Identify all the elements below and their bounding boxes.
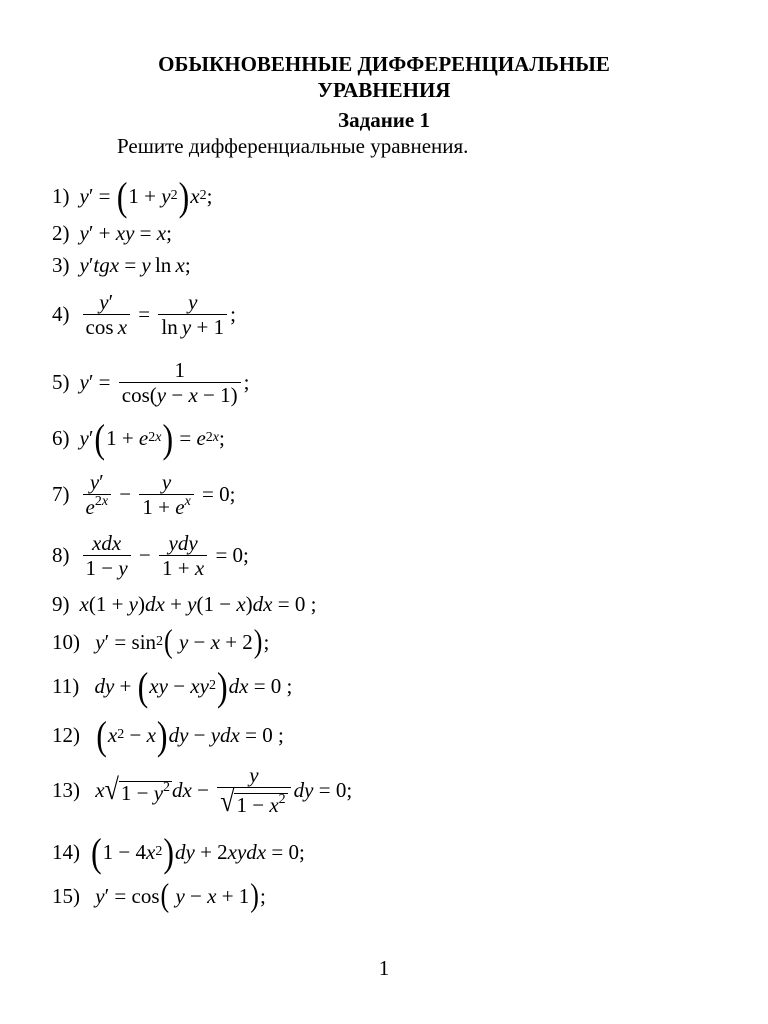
document-title: ОБЫКНОВЕННЫЕ ДИФФЕРЕНЦИАЛЬНЫЕ [158,52,610,76]
equation-formula: ( x 2 − x ) dy − ydx = 0 ; [96,712,284,758]
equation-15 [52,876,266,916]
equation-number: 11) [52,673,80,698]
equation-number: 6) [52,425,70,450]
equation-3 [52,245,191,285]
equation-formula: y ′ = ( 1 + y 2 ) x 2 ; [79,173,213,219]
equation-formula: x (1 + y ) dx + y (1 − x ) dx = 0 ; [79,591,317,616]
equation-number: 13) [52,777,80,802]
equation-number: 8) [52,542,70,567]
equation-13 [52,763,353,819]
equation-number: 1) [52,183,70,208]
equation-formula: y ′ ( 1 + e 2x ) = e 2x ; [79,415,225,461]
equation-number: 7) [52,481,70,506]
equation-number: 9) [52,591,70,616]
equation-12 [52,712,284,758]
equation-number: 2) [52,220,70,245]
document-title-line2: УРАВНЕНИЯ [317,78,451,102]
equation-formula: $\frac{y'}{e^{2x}}$ − $\frac{y}{1 + e^x}$ = 0; [80,471,236,518]
equation-formula: y ′ + xy = x ; [79,220,172,245]
instruction-text: Решите дифференциальные уравнения. [117,134,469,158]
equation-number: 14) [52,839,80,864]
equation-10 [52,622,269,662]
equation-1 [52,173,213,219]
equation-formula: $\frac{y'}{\text{cos x}}$ = $\frac{y}{\text{ln y + 1}}$ ; [80,291,236,338]
equation-formula: ( 1 − 4 x 2 ) dy + 2 xydx = 0; [91,829,305,875]
equation-6 [52,415,225,461]
equation-number: 15) [52,883,80,908]
equation-4 [52,289,236,339]
equation-number: 3) [52,252,70,277]
square-root: √ $1 - y^2$ [104,772,171,806]
equation-formula: y ′ tgx = y ln x ; [79,252,191,277]
page-number: 1 [378,956,390,980]
equation-formula: x √ $1 - y^2$ dx − y √ $1 - x^2$ dy = 0; [95,763,353,819]
equation-11 [52,663,293,709]
equation-5 [52,357,250,407]
equation-7 [52,469,236,519]
equation-9 [52,584,316,624]
equation-number: 4) [52,301,70,326]
equation-number: 12) [52,722,80,747]
equation-number: 5) [52,369,70,394]
equation-formula: y ′ = sin 2 ( y − x + 2 ) ; [95,623,270,660]
equation-formula: dy + ( xy − xy 2 ) dx = 0 ; [94,663,293,709]
equation-number: 10) [52,629,80,654]
task-heading: Задание 1 [338,108,430,132]
equation-8 [52,530,249,580]
equation-formula: y ′ = $\frac{1}{\cos(y - x - 1)}$ ; [79,357,250,407]
equation-14 [52,829,305,875]
equation-formula: $\frac{\text{xdx}}{1 - y}$ − $\frac{\text{ydy}}{1 + x}$ = 0; [80,532,249,579]
equation-formula: y ′ = cos ( y − x + 1 ) ; [95,877,266,914]
